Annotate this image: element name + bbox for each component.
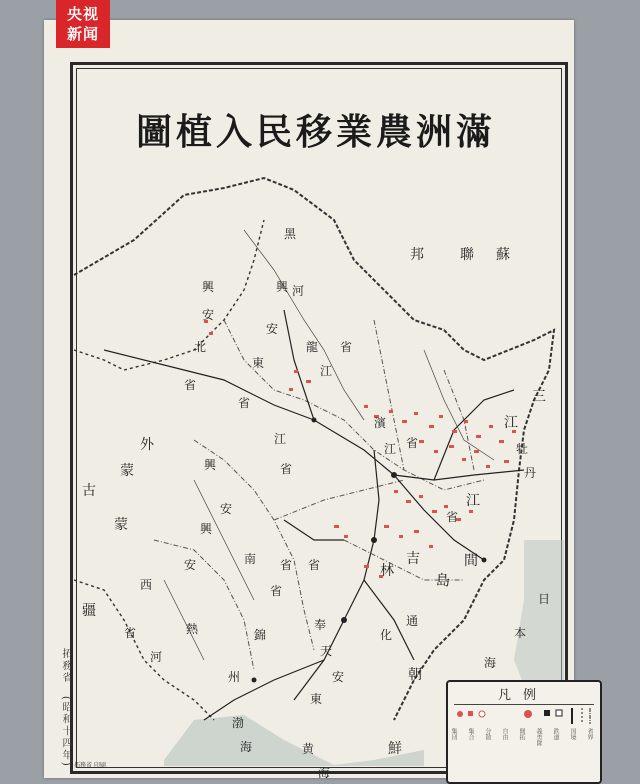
label-tian: 天 [320,644,333,658]
label-dong-e: 東 [252,356,265,370]
label-xing-s: 興 [204,458,217,472]
label-dan: 丹 [524,466,537,480]
label-xi-w: 西 [140,578,153,592]
label-jin: 錦 [254,628,267,642]
label-huang: 黄 [302,742,315,756]
legend-item: 国境 [569,728,576,740]
legend-item: 義勇隊 [535,728,542,746]
legend-item: 開拓 [518,728,525,740]
label-an-s: 安 [220,502,233,516]
logo-line-2: 新闻 [66,25,99,43]
label-xing-n: 興 [202,280,215,294]
label-ben: 本 [514,626,527,640]
side-note-ministry: 拓務省 [60,648,71,684]
label-re: 熱 [186,622,199,636]
label-sheng-b: 省 [406,436,419,450]
label-an-w: 安 [184,558,197,572]
label-meng-2: 蒙 [114,517,128,533]
label-an-n: 安 [202,308,215,322]
label-lin: 林 [380,563,394,579]
label-he-r: 河 [150,650,163,664]
label-xing-w: 興 [200,522,213,536]
label-gu: 古 [82,483,96,499]
label-hei: 黑 [284,227,297,241]
label-lian: 聯 [460,247,474,263]
cctv-news-logo [56,0,110,48]
label-he: 河 [292,284,305,298]
label-san: 三 [532,389,546,405]
map-title: 圖植入民移業農洲滿 [136,111,497,153]
legend-item: 鉄道 [552,728,559,740]
label-sheng-e: 省 [238,396,251,410]
label-bei-n: 北 [194,340,207,354]
label-mu: 牡 [516,442,529,456]
label-bang: 邦 [410,247,424,263]
label-feng: 奉 [314,618,327,632]
label-sheng-s: 省 [270,584,283,598]
label-jiang-2: 江 [466,493,480,509]
logo-line-1: 央视 [66,5,99,23]
legend-item: 自由 [501,728,508,740]
label-jiang: 江 [320,364,333,378]
label-sheng-w: 省 [124,626,137,640]
label-an-e: 安 [266,322,279,336]
label-tong: 通 [406,614,419,628]
label-ji: 吉 [406,551,420,567]
legend-item: 分散 [484,728,491,740]
legend-items [450,728,594,746]
label-dao: 島 [436,573,450,589]
label-jian: 間 [464,553,478,569]
label-jiang-b: 江 [384,442,397,456]
label-sheng-mid: 省 [280,462,293,476]
label-ri: 日 [538,592,551,606]
label-jiang-border: 疆 [82,603,96,619]
legend-title: 凡例 [498,688,549,703]
label-chao: 朝 [408,667,422,683]
legend-box [446,680,602,784]
label-sheng-2: 省 [446,510,459,524]
label-sheng-4: 省 [308,558,321,572]
label-xian: 鮮 [388,741,402,757]
label-bin: 濱 [374,416,387,430]
label-jiang-s: 江 [504,415,518,431]
label-hai-r: 海 [484,656,497,670]
imprint-text: 拓務省 印刷 [74,762,106,769]
label-sheng-n: 省 [184,378,197,392]
label-dong-d: 東 [310,692,323,706]
map-sheet [44,20,593,780]
legend-item: 集合 [467,728,474,740]
legend-item: 集団 [450,728,457,740]
label-meng: 蒙 [120,463,134,479]
label-hai-y: 海 [318,766,331,780]
label-bo: 渤 [232,716,245,730]
label-zhou: 州 [228,670,241,684]
label-long: 龍 [306,340,319,354]
legend-item: 省界 [586,728,593,740]
label-nan-s: 南 [244,552,257,566]
side-note-date: (昭和十四年) [60,696,71,768]
label-hai-b: 海 [240,740,253,754]
label-xing-e: 興 [276,280,289,294]
label-sheng-hlj: 省 [340,340,353,354]
label-wai: 外 [140,437,154,453]
label-jiang-mid: 江 [274,432,287,446]
label-su: 蘇 [496,247,510,263]
label-hua: 化 [380,628,393,642]
label-an-d: 安 [332,670,345,684]
label-sheng-3: 省 [280,558,293,572]
